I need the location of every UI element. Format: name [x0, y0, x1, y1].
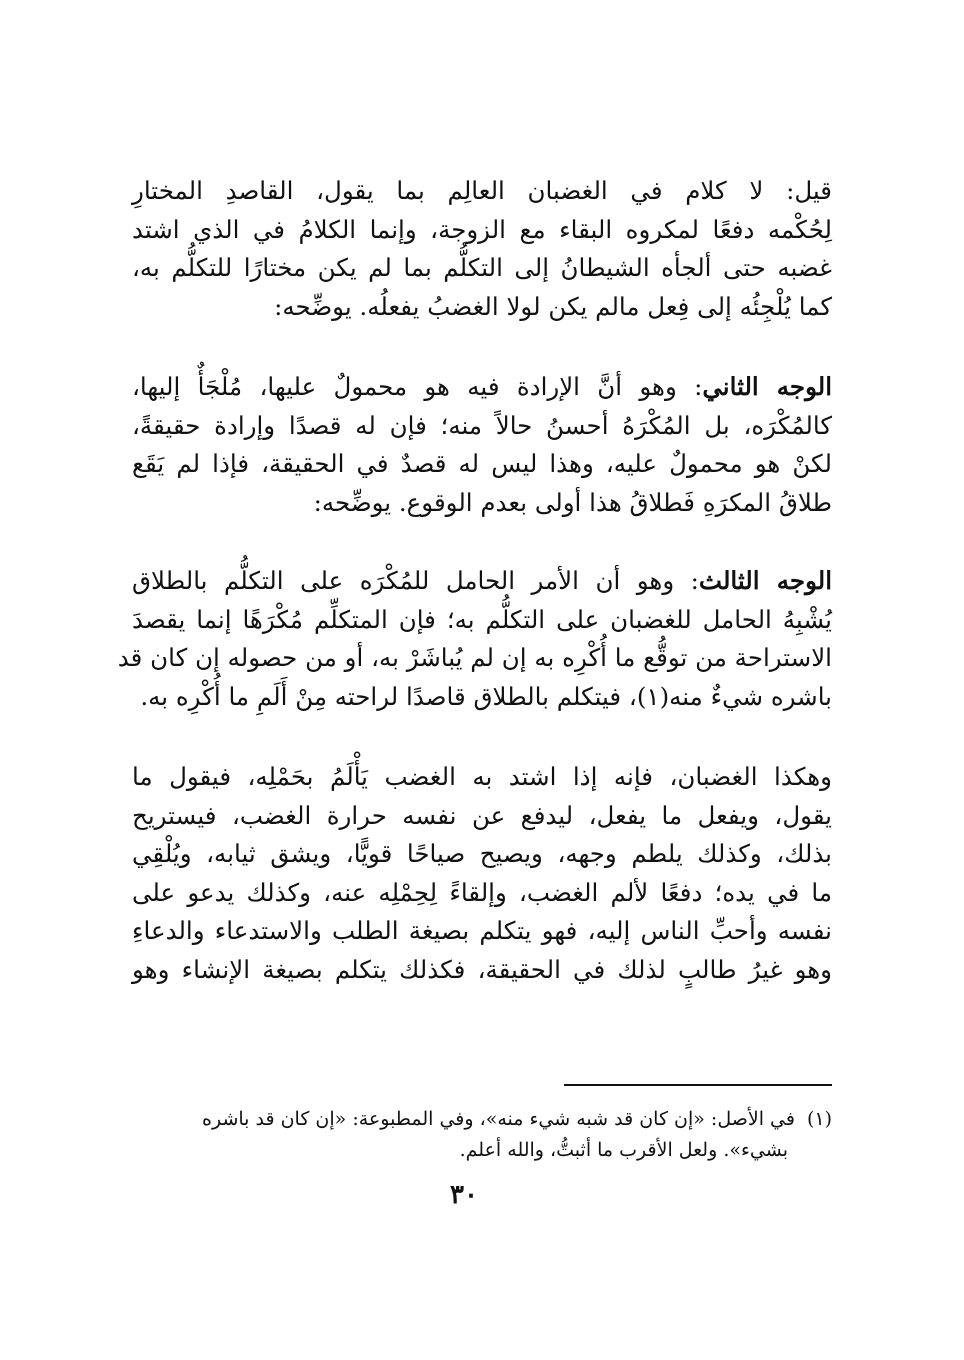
text-line: طلاقُ المكرَهِ فَطلاقُ هذا أولى بعدم الوقوع. يوضِّحه:: [313, 487, 832, 517]
text-line: نفسه وأحبِّ الناس إليه، فهو يتكلم بصيغة الطلب والاستدعاء والدعاءِ: [132, 916, 832, 945]
text-line: وهو غيرُ طالبٍ لذلك في الحقيقة، فكذلك يتكلم بصيغة الإنشاء وهو: [132, 954, 832, 984]
footnote-divider: [564, 1084, 832, 1086]
section-heading: الوجه الثالث: [698, 566, 832, 595]
text-line: ما في يده؛ دفعًا لألم الغضب، وإلقاءً لِحِمْلِه عنه، وكذلك يدعو على: [132, 877, 832, 907]
text-line: باشره شيءٌ منه(١)، فيتكلم بالطلاق قاصدًا لراحته مِنْ أَلَمِ ما أُكْرِه به.: [140, 681, 832, 711]
footnote-line: [132, 1104, 832, 1135]
text-run: : وهو أنَّ الإرادة فيه هو محمولٌ عليها، مُلْجَأٌ إليها،: [132, 372, 703, 401]
text-line: بذلك، وكذلك يلطم وجهه، ويصيح صياحًا قويًّا، ويشق ثيابه، ويُلْقِي: [132, 839, 832, 868]
page-number: ٣٠: [450, 1180, 478, 1210]
text-line: كالمُكْرَه، بل المُكْرَهُ أحسنُ حالاً منه؛ فإن له قصدًا وإرادة حقيقةً،: [132, 410, 832, 440]
paragraph-3: [117, 562, 832, 716]
footnote: [132, 1104, 832, 1166]
text-line: يقول، ويفعل ما يفعل، ليدفع عن نفسه حرارة الغضب، فيستريح: [132, 800, 832, 830]
footnote-text: في الأصل: «إن كان قد شبه شيء منه»، وفي المطبوعة: «إن كان قد باشره: [202, 1108, 795, 1130]
text-line: لكنْ هو محمولٌ عليه، وهذا ليس له قصدٌ في الحقيقة، فإذا لم يَقَع: [132, 449, 832, 478]
text-run: : وهو أن الأمر الحامل للمُكْرَه على التكلُّم بالطلاق: [132, 566, 699, 595]
text-line: لِحُكْمه دفعًا لمكروه البقاء مع الزوجة، وإنما الكلامُ في الذي اشتد: [132, 214, 832, 244]
text-line: كما يُلْجِئُه إلى فِعل مالم يكن لولا الغضبُ يفعلُه. يوضِّحه:: [274, 291, 832, 321]
footnote-marker: (١): [806, 1108, 832, 1130]
text-line: [132, 368, 832, 407]
footnote-line: بشيء». ولعل الأقرب ما أثبتُّ، والله أعلم.: [459, 1139, 788, 1161]
paragraph-2: [132, 368, 832, 522]
text-line: غضبه حتى ألجأه الشيطانُ إلى التكلُّم بما لم يكن مختارًا للتكلُّم به،: [132, 253, 832, 282]
text-line: وهكذا الغضبان، فإنه إذا اشتد به الغضب يَأْلَمُ بحَمْلِه، فيقول ما: [132, 762, 832, 791]
text-line: [132, 562, 832, 601]
text-line: الاستراحة من توقُّع ما أُكْرِه به إن لم يُباشَرْ به، أو من حصوله إن كان قد: [117, 643, 832, 672]
section-heading: الوجه الثاني: [702, 372, 832, 401]
text-line: قيل: لا كلام في الغضبان العالِم بما يقول، القاصدِ المختارِ: [132, 176, 832, 205]
paragraph-4: [132, 758, 832, 989]
text-line: يُشْبِهُ الحامل للغضبان على التكلُّم به؛ فإن المتكلِّم مُكْرَهًا إنما يقصدَ: [132, 604, 832, 634]
paragraph-1: [132, 172, 832, 326]
